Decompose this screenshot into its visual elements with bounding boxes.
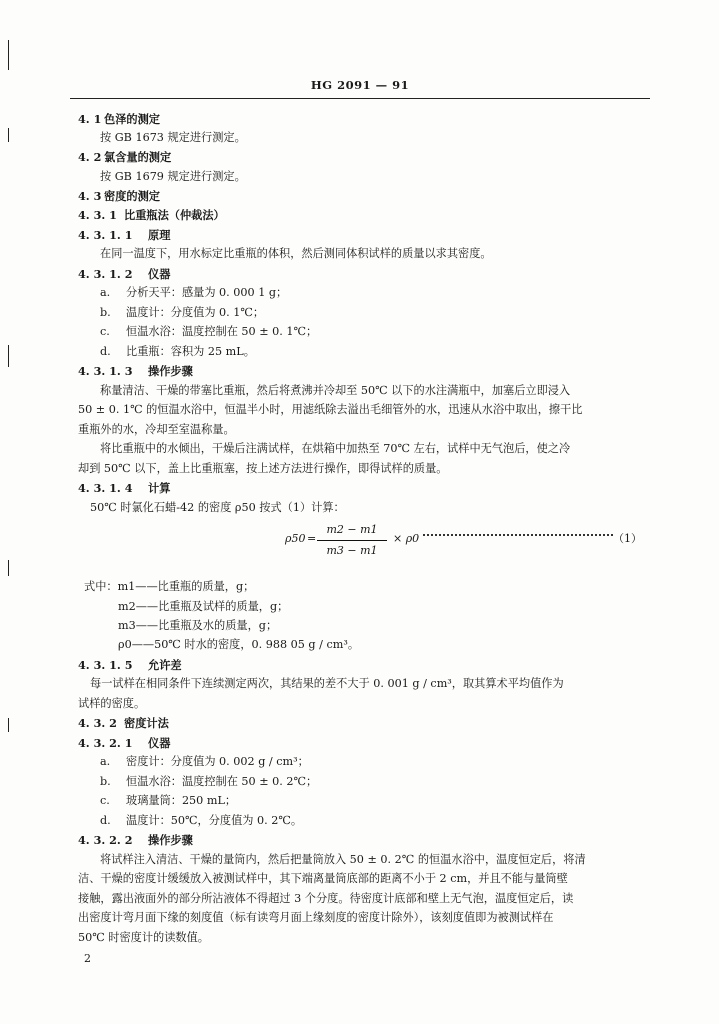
list-label: a. [100,286,111,299]
section-number: 4. 1 [78,112,102,126]
line-text: 却到 50℃ 以下，盖上比重瓶塞，按上述方法进行操作，即得试样的质量。 [78,462,448,475]
list-item [100,345,255,359]
section-heading [78,658,182,673]
formula-tail: × ρ0 [393,532,420,545]
text-line [100,131,246,145]
section-title: 仪器 [148,267,171,281]
section-heading [78,833,193,848]
section-number: 4. 2 [78,150,102,164]
line-text: 在同一温度下，用水标定比重瓶的体积，然后测同体积试样的质量以求其密度。 [100,247,492,260]
section-number: 4. 3. 1. 1 [78,228,133,242]
section-heading [78,189,160,204]
section-title: 仪器 [148,736,171,750]
text-line [78,911,553,925]
list-item [100,814,302,828]
section-number: 4. 3. 1. 4 [78,481,133,495]
section-number: 4. 3. 1 [78,208,117,222]
list-item [100,775,317,789]
text-line [100,247,492,261]
formula-denominator: m3 − m1 [326,544,378,557]
text-line [78,697,145,711]
text-line [78,423,235,437]
section-heading [78,228,170,243]
section-heading [78,736,170,751]
line-text: 温度计：分度值为 0. 1℃； [126,306,265,319]
line-text: 温度计：50℃，分度值为 0. 2℃。 [126,814,303,827]
text-line [78,892,573,906]
list-label: b. [100,306,111,319]
list-label: a. [100,755,111,768]
section-number: 4. 3. 2. 1 [78,736,133,750]
text-line [90,677,564,691]
text-line [78,403,582,417]
scan-mark [8,128,9,142]
list-label: c. [100,325,110,338]
section-number: 4. 3. 1. 3 [78,364,133,378]
text-line [78,462,448,476]
section-heading [78,208,225,223]
line-text: 按 GB 1673 规定进行测定。 [100,131,246,144]
list-label: d. [100,814,111,827]
line-text: 称量清洁、干燥的带塞比重瓶，然后将煮沸并冷却至 50℃ 以下的水注满瓶中，加塞后立即浸入 [100,384,571,397]
list-item [100,325,317,339]
line-text: 出密度计弯月面下缘的刻度值（标有读弯月面上缘刻度的密度计除外），该刻度值即为被测试样在 [78,911,554,924]
text-line [100,442,570,456]
section-heading [78,150,171,165]
line-text: 按 GB 1679 规定进行测定。 [100,170,246,183]
text-line [118,619,277,633]
formula-leader-dots [423,534,613,537]
standard-number-header: HG 2091 — 91 [310,78,410,92]
section-heading [78,112,160,127]
line-text: 50℃ 时密度计的读数值。 [78,931,209,944]
line-text: 玻璃量筒：250 mL； [126,794,237,807]
line-text: 比重瓶：容积为 25 mL。 [126,345,255,358]
formula-equals: = [307,532,317,545]
formula-number: （1） [613,532,642,545]
line-text: 恒温水浴：温度控制在 50 ± 0. 1℃； [126,325,318,338]
section-heading [78,267,170,282]
line-text: 恒温水浴：温度控制在 50 ± 0. 2℃； [126,775,318,788]
scan-mark [8,345,9,367]
line-text: 重瓶外的水，冷却至室温称量。 [78,423,235,436]
section-number: 4. 3. 2. 2 [78,833,133,847]
line-text: 密度计：分度值为 0. 002 g / cm³； [126,755,309,768]
text-line [100,384,570,398]
text-line [78,931,209,945]
line-text: 试样的密度。 [78,697,146,710]
list-item [100,755,309,769]
section-title: 计算 [148,481,171,495]
section-heading [78,481,170,496]
page-number: 2 [84,952,91,965]
formula-1 [285,520,645,566]
section-number: 4. 3. 1. 5 [78,658,133,672]
section-title: 色泽的测定 [104,112,160,126]
line-text: 50 ± 0. 1℃ 的恒温水浴中，恒温半小时，用滤纸除去溢出毛细管外的水，迅速从水浴中取出，擦干比 [78,403,583,416]
formula-numerator: m2 − m1 [326,523,378,536]
line-text: 分析天平：感量为 0. 000 1 g； [126,286,288,299]
section-title: 氯含量的测定 [104,150,172,164]
text-line [118,600,288,614]
list-label: b. [100,775,111,788]
scan-mark [8,718,9,732]
section-number: 4. 3 [78,189,102,203]
line-text: 每一试样在相同条件下连续测定两次，其结果的差不大于 0. 001 g / cm³，取其算术平均值作为 [90,677,564,690]
line-text: ρ0——50℃ 时水的密度，0. 988 05 g / cm³。 [118,638,360,651]
text-line [84,580,254,594]
section-title: 密度计法 [124,716,169,730]
list-item [100,794,236,808]
text-line [118,638,359,652]
text-line [78,872,568,886]
list-label: c. [100,794,110,807]
section-heading [78,716,169,731]
scan-mark [8,40,9,70]
section-title: 原理 [148,228,171,242]
section-number: 4. 3. 1. 2 [78,267,133,281]
section-title: 操作步骤 [148,833,193,847]
line-text: 洁、干燥的密度计缓缓放入被测试样中，其下端离量筒底部的距离不小于 2 cm，并且不能与量筒壁 [78,872,568,885]
line-text: 将试样注入清洁、干燥的量筒内，然后把量筒放入 50 ± 0. 2℃ 的恒温水浴中，温度恒定后，将清 [100,853,586,866]
fraction-bar [317,540,387,541]
section-heading [78,364,193,379]
section-title: 操作步骤 [148,364,193,378]
scan-mark [8,560,9,576]
list-item [100,286,287,300]
header-rule [70,98,650,99]
formula-lhs: ρ50 [285,532,306,545]
line-text: 接触，露出液面外的部分所沾液体不得超过 3 个分度。待密度计底部和壁上无气泡，温度恒定后，读 [78,892,574,905]
text-line [100,170,246,184]
list-label: d. [100,345,111,358]
line-text: m2——比重瓶及试样的质量，g； [118,600,289,613]
line-text: 50℃ 时氯化石蜡-42 的密度 ρ50 按式（1）计算： [90,501,345,514]
line-text: 式中：m1——比重瓶的质量，g； [84,580,255,593]
section-title: 密度的测定 [104,189,160,203]
text-line [90,501,345,515]
line-text: m3——比重瓶及水的质量，g； [118,619,278,632]
text-line [100,853,586,867]
section-title: 比重瓶法（仲裁法） [124,208,225,222]
section-title: 允许差 [148,658,182,672]
section-number: 4. 3. 2 [78,716,117,730]
line-text: 将比重瓶中的水倾出，干燥后注满试样，在烘箱中加热至 70℃ 左右，试样中无气泡后，使之冷 [100,442,571,455]
list-item [100,306,264,320]
